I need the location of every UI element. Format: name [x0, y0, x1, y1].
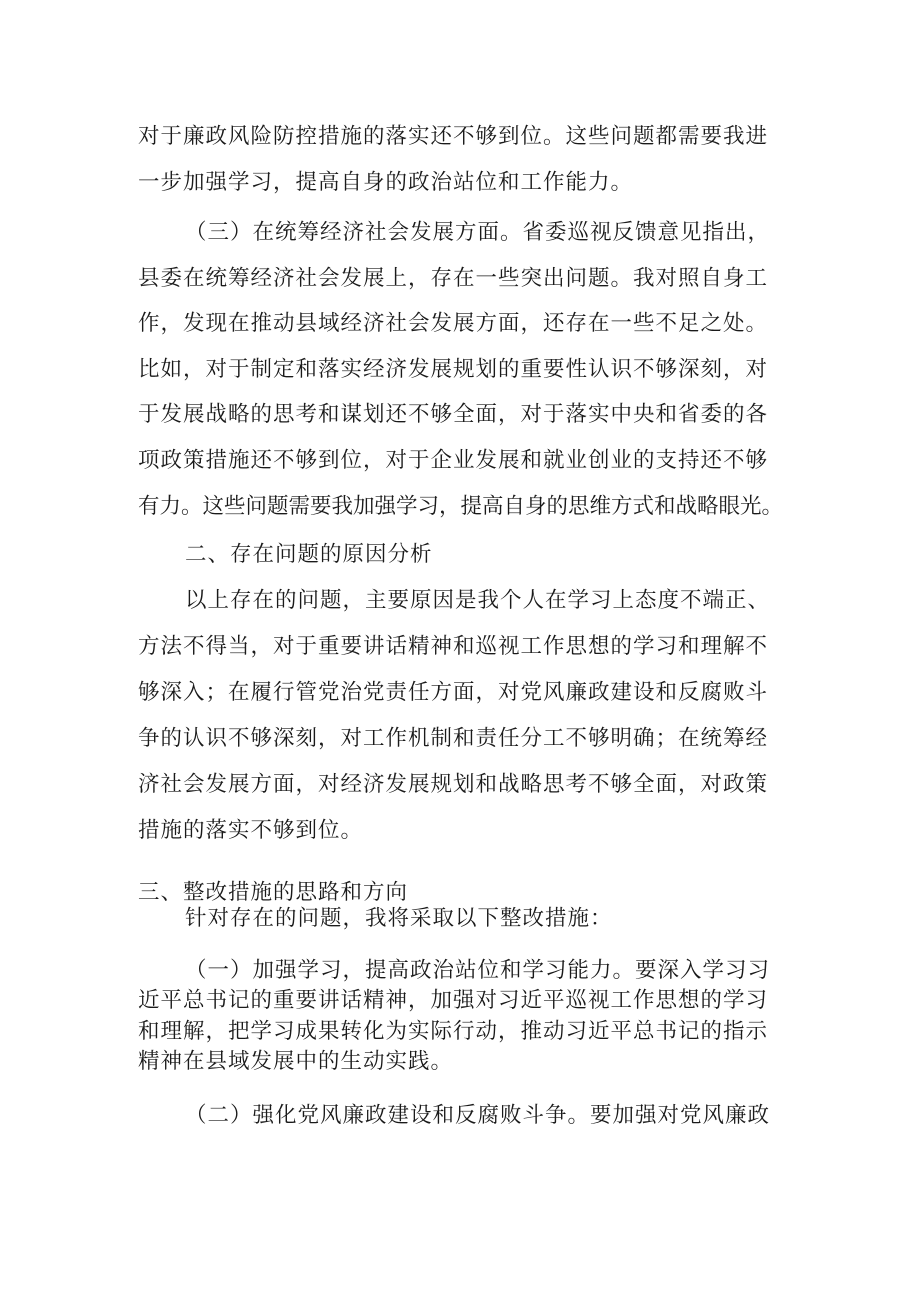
paragraph-line: 作，发现在推动县域经济社会发展方面，还存在一些不足之处。 — [138, 311, 769, 336]
paragraph-line: 够深入；在履行管党治党责任方面，对党风廉政建设和反腐败斗 — [138, 680, 769, 705]
paragraph-line: 和理解，把学习成果转化为实际行动，推动习近平总书记的指示 — [138, 1019, 769, 1044]
paragraph-line: 于发展战略的思考和谋划还不够全面，对于落实中央和省委的各 — [138, 402, 769, 427]
paragraph-line: 一步加强学习，提高自身的政治站位和工作能力。 — [138, 170, 634, 195]
paragraph-line: （二）强化党风廉政建设和反腐败斗争。要加强对党风廉政 — [185, 1103, 771, 1128]
paragraph-line: 争的认识不够深刻，对工作机制和责任分工不够明确；在统筹经 — [138, 726, 769, 751]
paragraph-line: 比如，对于制定和落实经济发展规划的重要性认识不够深刻，对 — [138, 357, 769, 382]
paragraph-line: 有力。这些问题需要我加强学习，提高自身的思维方式和战略眼光。 — [138, 494, 784, 519]
paragraph-line: 济社会发展方面，对经济发展规划和战略思考不够全面，对政策 — [138, 772, 769, 797]
paragraph-line: 精神在县域发展中的生动实践。 — [138, 1049, 454, 1074]
paragraph-line: （三）在统筹经济社会发展方面。省委巡视反馈意见指出， — [185, 220, 771, 245]
paragraph-line: 项政策措施还不够到位，对于企业发展和就业创业的支持还不够 — [138, 448, 769, 473]
paragraph-line: 对于廉政风险防控措施的落实还不够到位。这些问题都需要我进 — [138, 124, 769, 149]
paragraph-line: 以上存在的问题，主要原因是我个人在学习上态度不端正、 — [185, 588, 771, 613]
section-heading: 二、存在问题的原因分析 — [185, 542, 433, 567]
section-heading: 三、整改措施的思路和方向 — [138, 880, 409, 905]
paragraph-line: 方法不得当，对于重要讲话精神和巡视工作思想的学习和理解不 — [138, 634, 769, 659]
paragraph-line: 措施的落实不够到位。 — [138, 818, 364, 843]
paragraph-line: （一）加强学习，提高政治站位和学习能力。要深入学习习 — [185, 958, 771, 983]
paragraph-line: 近平总书记的重要讲话精神，加强对习近平巡视工作思想的学习 — [138, 988, 769, 1013]
paragraph-line: 县委在统筹经济社会发展上，存在一些突出问题。我对照自身工 — [138, 266, 769, 291]
paragraph-line: 针对存在的问题，我将采取以下整改措施： — [185, 906, 613, 931]
